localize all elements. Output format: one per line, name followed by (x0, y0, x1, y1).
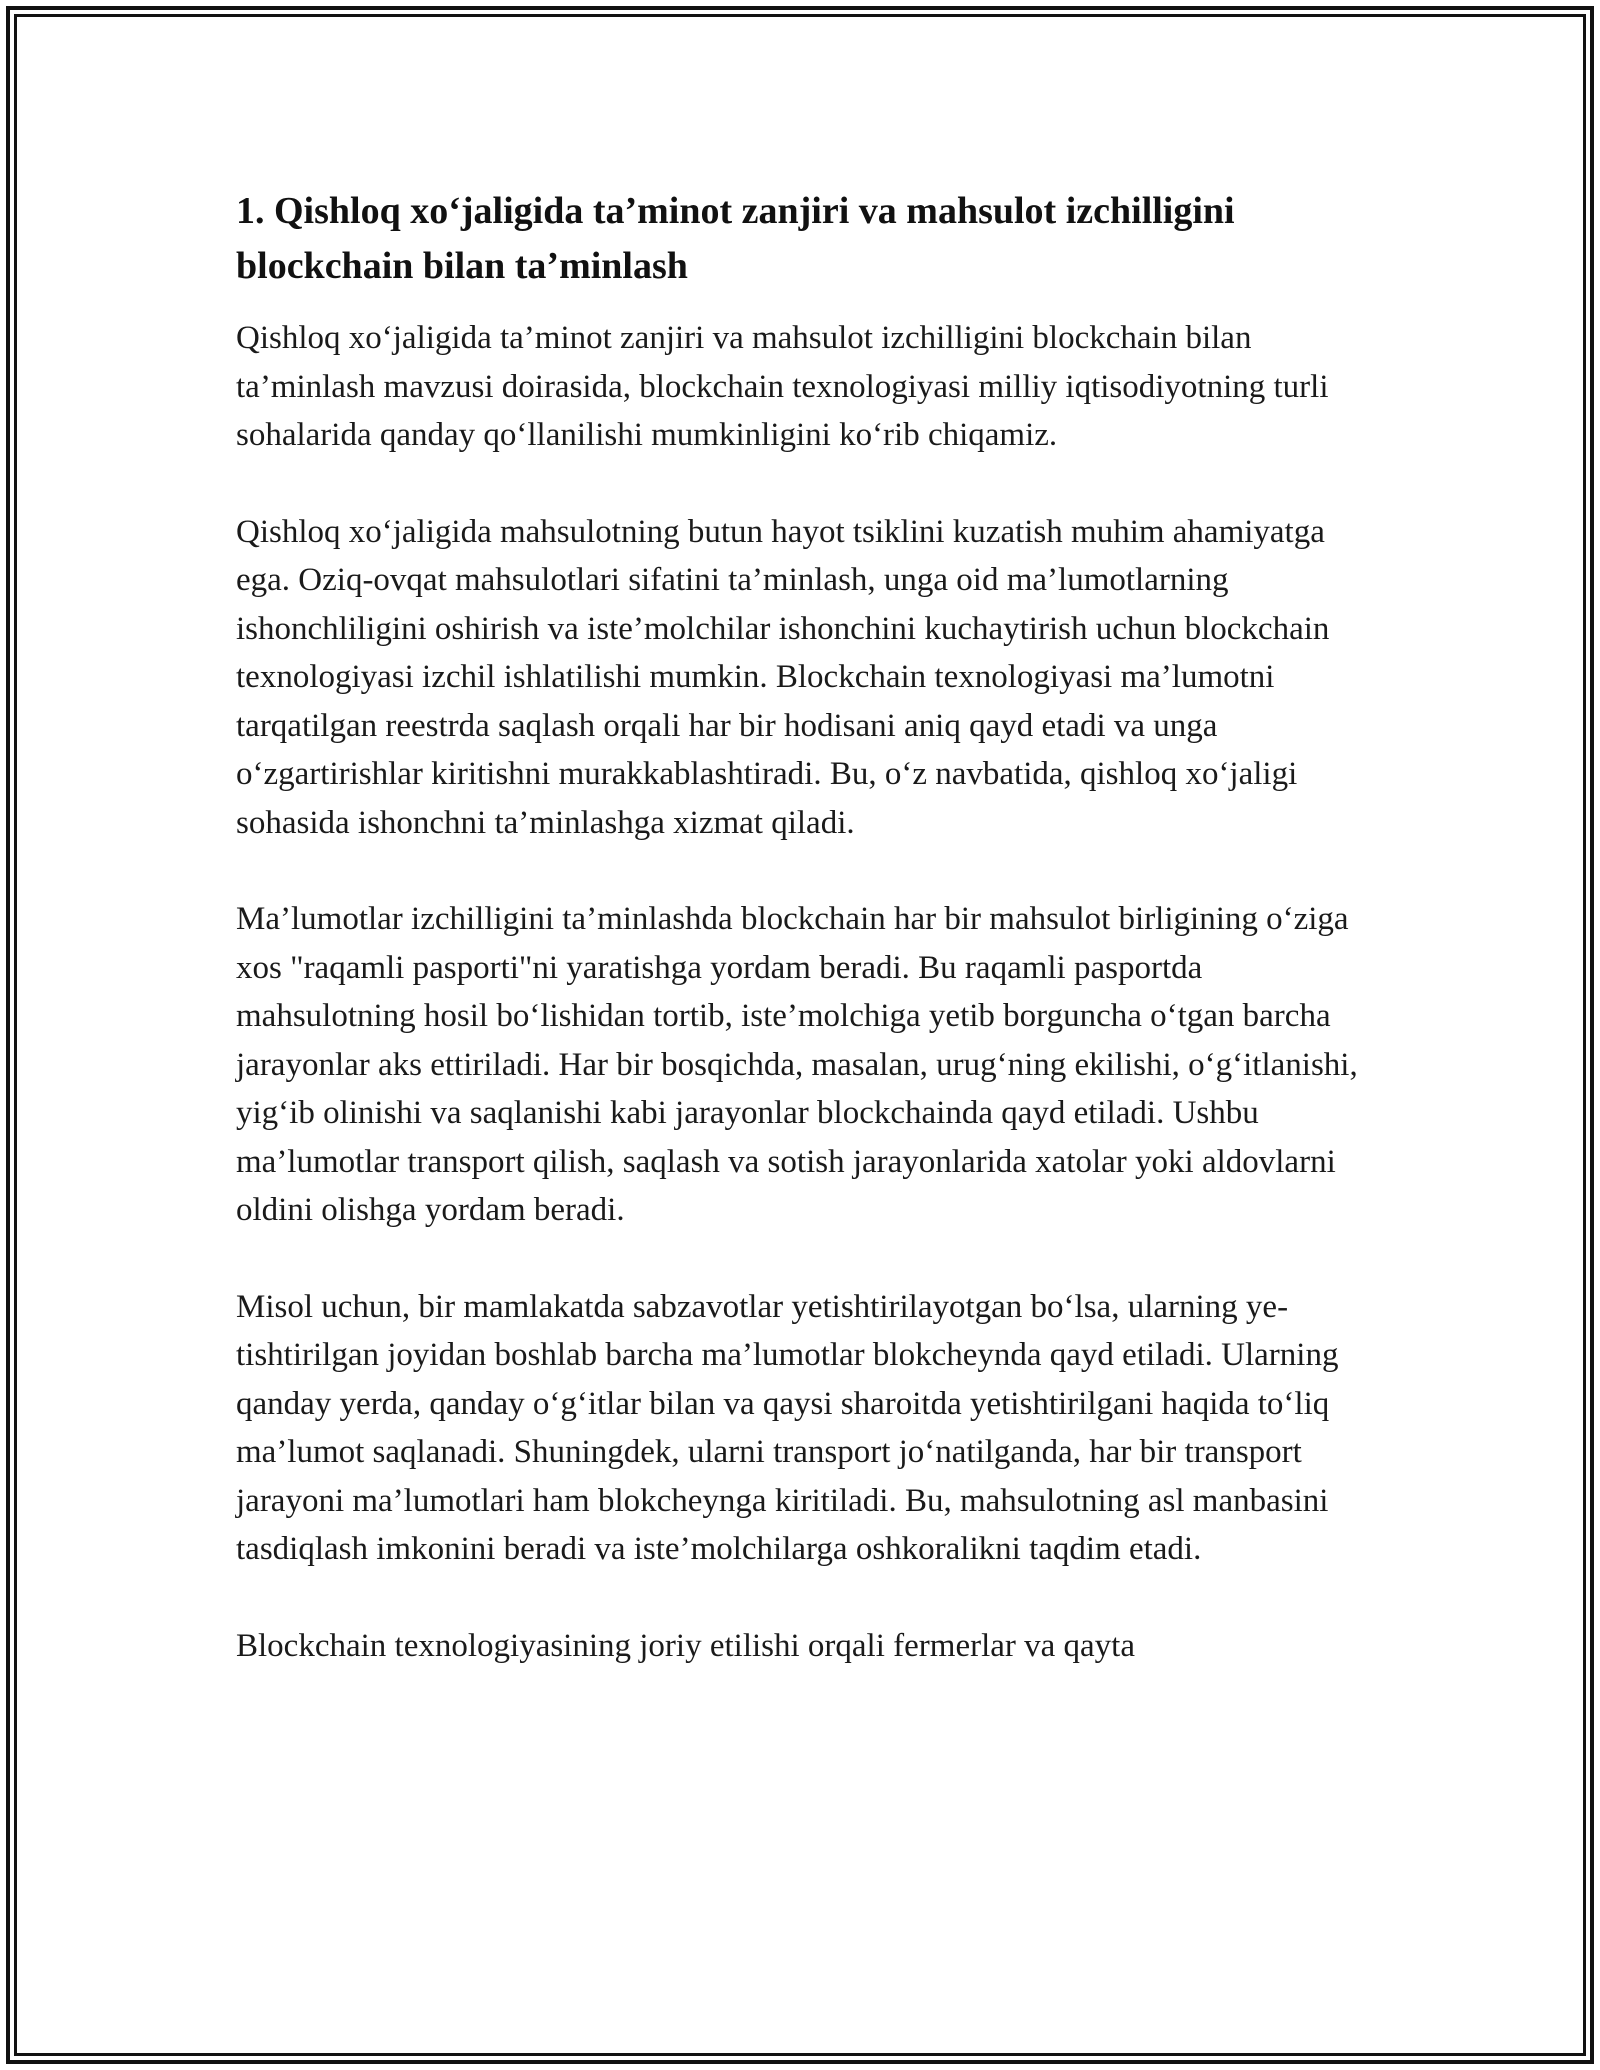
document-body (236, 184, 1376, 1718)
paragraph-digital-passport: Ma’lumotlar izchilligini ta’minlashda blockchain har bir mahsulot birligining o‘ziga xos "raqamli pasporti"ni yaratishga yordam beradi. Bu raqamli pasportda mahsulotning hosil bo‘lishidan tortib, iste’molchiga yetib borguncha o‘tgan barcha jarayonlar aks ettiriladi. Har bir bosqichda, masalan, urug‘ning ekilishi, o‘g‘itlanishi, yig‘ib olinishi va saqlanishi kabi jarayonlar blockchainda qayd etiladi. Ushbu ma’lumotlar transport qilish, saqlash va sotish jarayonlarida xatolar yoki aldovlarni oldini olishga yordam beradi. (236, 901, 1358, 1228)
paragraph-lifecycle: Qishloq xo‘jaligida mahsulotning butun hayot tsiklini kuzatish muhim ahamiyatga ega. Oziq-ovqat mahsulotlari sifatini ta’minlash, unga oid ma’lumotlarning ishonchliligini oshirish va iste’molchilar ishonchini kuchaytirish uchun blockchain texnologiyasi izchil ishlatilishi mumkin. Blockchain texnologiyasi ma’lumotni tarqatilgan reestrda saqlash orqali har bir hodisani aniq qayd etadi va unga o‘zgartirishlar kiritishni murakkablashtiradi. Bu, o‘z navbatida, qishloq xo‘jaligi sohasida ishonchni ta’minlashga xizmat qiladi. (236, 513, 1330, 841)
paragraph-example: Misol uchun, bir mamlakatda sabzavotlar yetishtirilayotgan bo‘lsa, ularning ye-tishtirilgan joyidan boshlab barcha ma’lumotlar blokcheynda qayd etiladi. Ularning qanday yerda, qanday o‘g‘itlar bilan va qaysi sharoitda yetishtirilgani haqida to‘liq ma’lumot saqlanadi. Shuningdek, ularni transport jo‘natilganda, har bir transport jarayoni ma’lumotlari ham blokcheynga kiritiladi. Bu, mahsulotning asl manbasini tasdiqlash imkonini beradi va iste’molchilarga oshkoralikni taqdim etadi. (236, 1288, 1339, 1567)
section-heading: 1. Qishloq xo‘jaligida ta’minot zanjiri va mahsulot izchilligini blockchain bilan ta’minlash (236, 190, 1235, 287)
paragraph-continuation: Blockchain texnologiyasining joriy etilishi orqali fermerlar va qayta (236, 1627, 1135, 1664)
paragraph-intro: Qishloq xo‘jaligida ta’minot zanjiri va mahsulot izchilligini blockchain bilan ta’minlash mavzusi doirasida, blockchain texnologiyasi milliy iqtisodiyotning turli sohalarida qanday qo‘llanilishi mumkinligini ko‘rib chiqamiz. (236, 320, 1329, 453)
